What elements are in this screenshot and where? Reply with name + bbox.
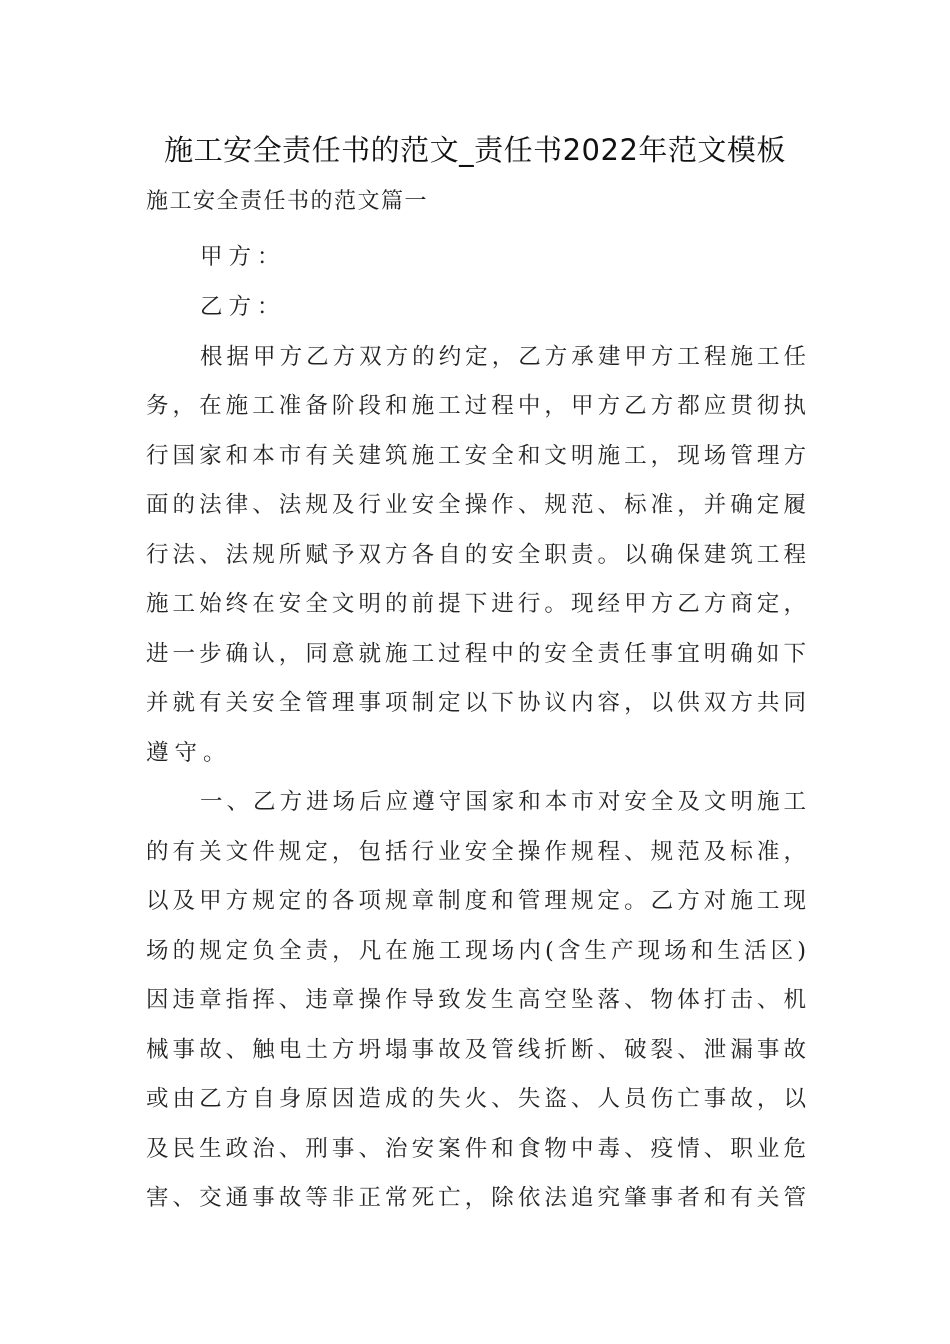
paragraph-line: 行法、法规所赋予双方各自的安全职责。以确保建筑工程 bbox=[146, 542, 806, 568]
document-subtitle: 施工安全责任书的范文篇一 bbox=[146, 189, 429, 214]
paragraph-line: 进一步确认，同意就施工过程中的安全责任事宜明确如下 bbox=[146, 641, 806, 667]
paragraph-line: 务，在施工准备阶段和施工过程中，甲方乙方都应贯彻执 bbox=[146, 393, 806, 419]
paragraph-line: 或由乙方自身原因造成的失火、失盗、人员伤亡事故，以 bbox=[146, 1086, 806, 1112]
paragraph-line: 因违章指挥、违章操作导致发生高空坠落、物体打击、机 bbox=[146, 987, 806, 1013]
paragraph-line: 一、乙方进场后应遵守国家和本市对安全及文明施工 bbox=[200, 789, 806, 815]
paragraph-line: 面的法律、法规及行业安全操作、规范、标准，并确定履 bbox=[146, 492, 806, 518]
paragraph-line: 行国家和本市有关建筑施工安全和文明施工，现场管理方 bbox=[146, 443, 806, 469]
party-a-line: 甲方： bbox=[200, 244, 286, 270]
paragraph-line: 械事故、触电土方坍塌事故及管线折断、破裂、泄漏事故 bbox=[146, 1037, 806, 1063]
paragraph-line: 遵守。 bbox=[146, 740, 232, 766]
party-b-line: 乙方： bbox=[200, 294, 286, 320]
paragraph-line: 根据甲方乙方双方的约定，乙方承建甲方工程施工任 bbox=[200, 344, 806, 370]
paragraph-line: 及民生政治、刑事、治安案件和食物中毒、疫情、职业危 bbox=[146, 1136, 806, 1162]
paragraph-line: 场的规定负全责，凡在施工现场内(含生产现场和生活区) bbox=[146, 938, 806, 964]
paragraph-line: 的有关文件规定，包括行业安全操作规程、规范及标准， bbox=[146, 839, 806, 865]
document-title: 施工安全责任书的范文_责任书2022年范文模板 bbox=[164, 133, 786, 167]
paragraph-line: 害、交通事故等非正常死亡，除依法追究肇事者和有关管 bbox=[146, 1185, 806, 1211]
paragraph-line: 并就有关安全管理事项制定以下协议内容，以供双方共同 bbox=[146, 690, 806, 716]
paragraph-line: 施工始终在安全文明的前提下进行。现经甲方乙方商定， bbox=[146, 591, 806, 617]
paragraph-line: 以及甲方规定的各项规章制度和管理规定。乙方对施工现 bbox=[146, 888, 806, 914]
